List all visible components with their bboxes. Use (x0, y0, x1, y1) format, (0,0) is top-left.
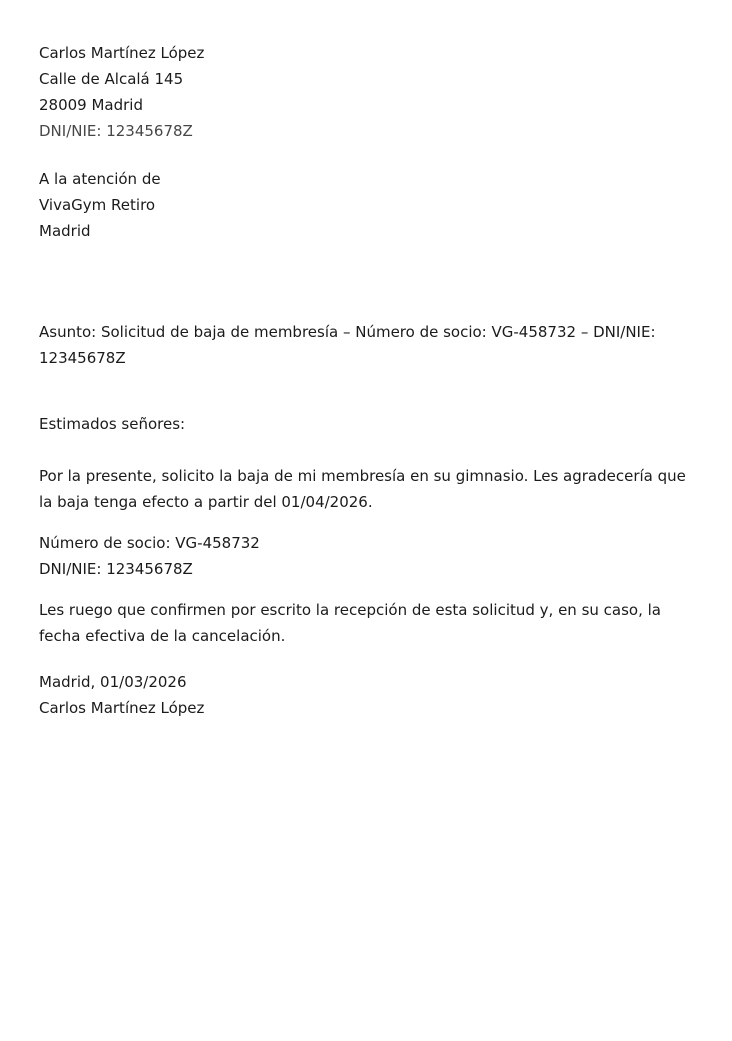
greeting: Estimados señores: (39, 415, 186, 433)
recipient-attention: A la atención de (39, 170, 161, 188)
place-date: Madrid, 01/03/2026 (39, 673, 187, 691)
subject-line: Asunto: Solicitud de baja de membresía – Número de socio: VG-458732 – DNI/NIE: 12345678Z (39, 323, 656, 367)
body-paragraph-request: Por la presente, solicito la baja de mi membresía en su gimnasio. Les agradecería que la baja tenga efecto a partir del 01/04/2026. (39, 467, 686, 511)
member-id: DNI/NIE: 12345678Z (39, 560, 193, 578)
sender-address-block (39, 40, 699, 144)
letter-page (39, 40, 699, 721)
signature: Carlos Martínez López (39, 699, 205, 717)
sender-street: Calle de Alcalá 145 (39, 70, 184, 88)
closing-block (39, 669, 699, 721)
recipient-address-block (39, 166, 699, 244)
sender-city: 28009 Madrid (39, 96, 143, 114)
recipient-company: VivaGym Retiro (39, 196, 156, 214)
sender-name: Carlos Martínez López (39, 44, 205, 62)
recipient-city: Madrid (39, 222, 91, 240)
sender-id: DNI/NIE: 12345678Z (39, 122, 193, 140)
body-paragraph-confirmation: Les ruego que confirmen por escrito la recepción de esta solicitud y, en su caso, la fecha efectiva de la cancelación. (39, 601, 661, 645)
reference-block (39, 530, 699, 582)
member-number: Número de socio: VG-458732 (39, 534, 260, 552)
